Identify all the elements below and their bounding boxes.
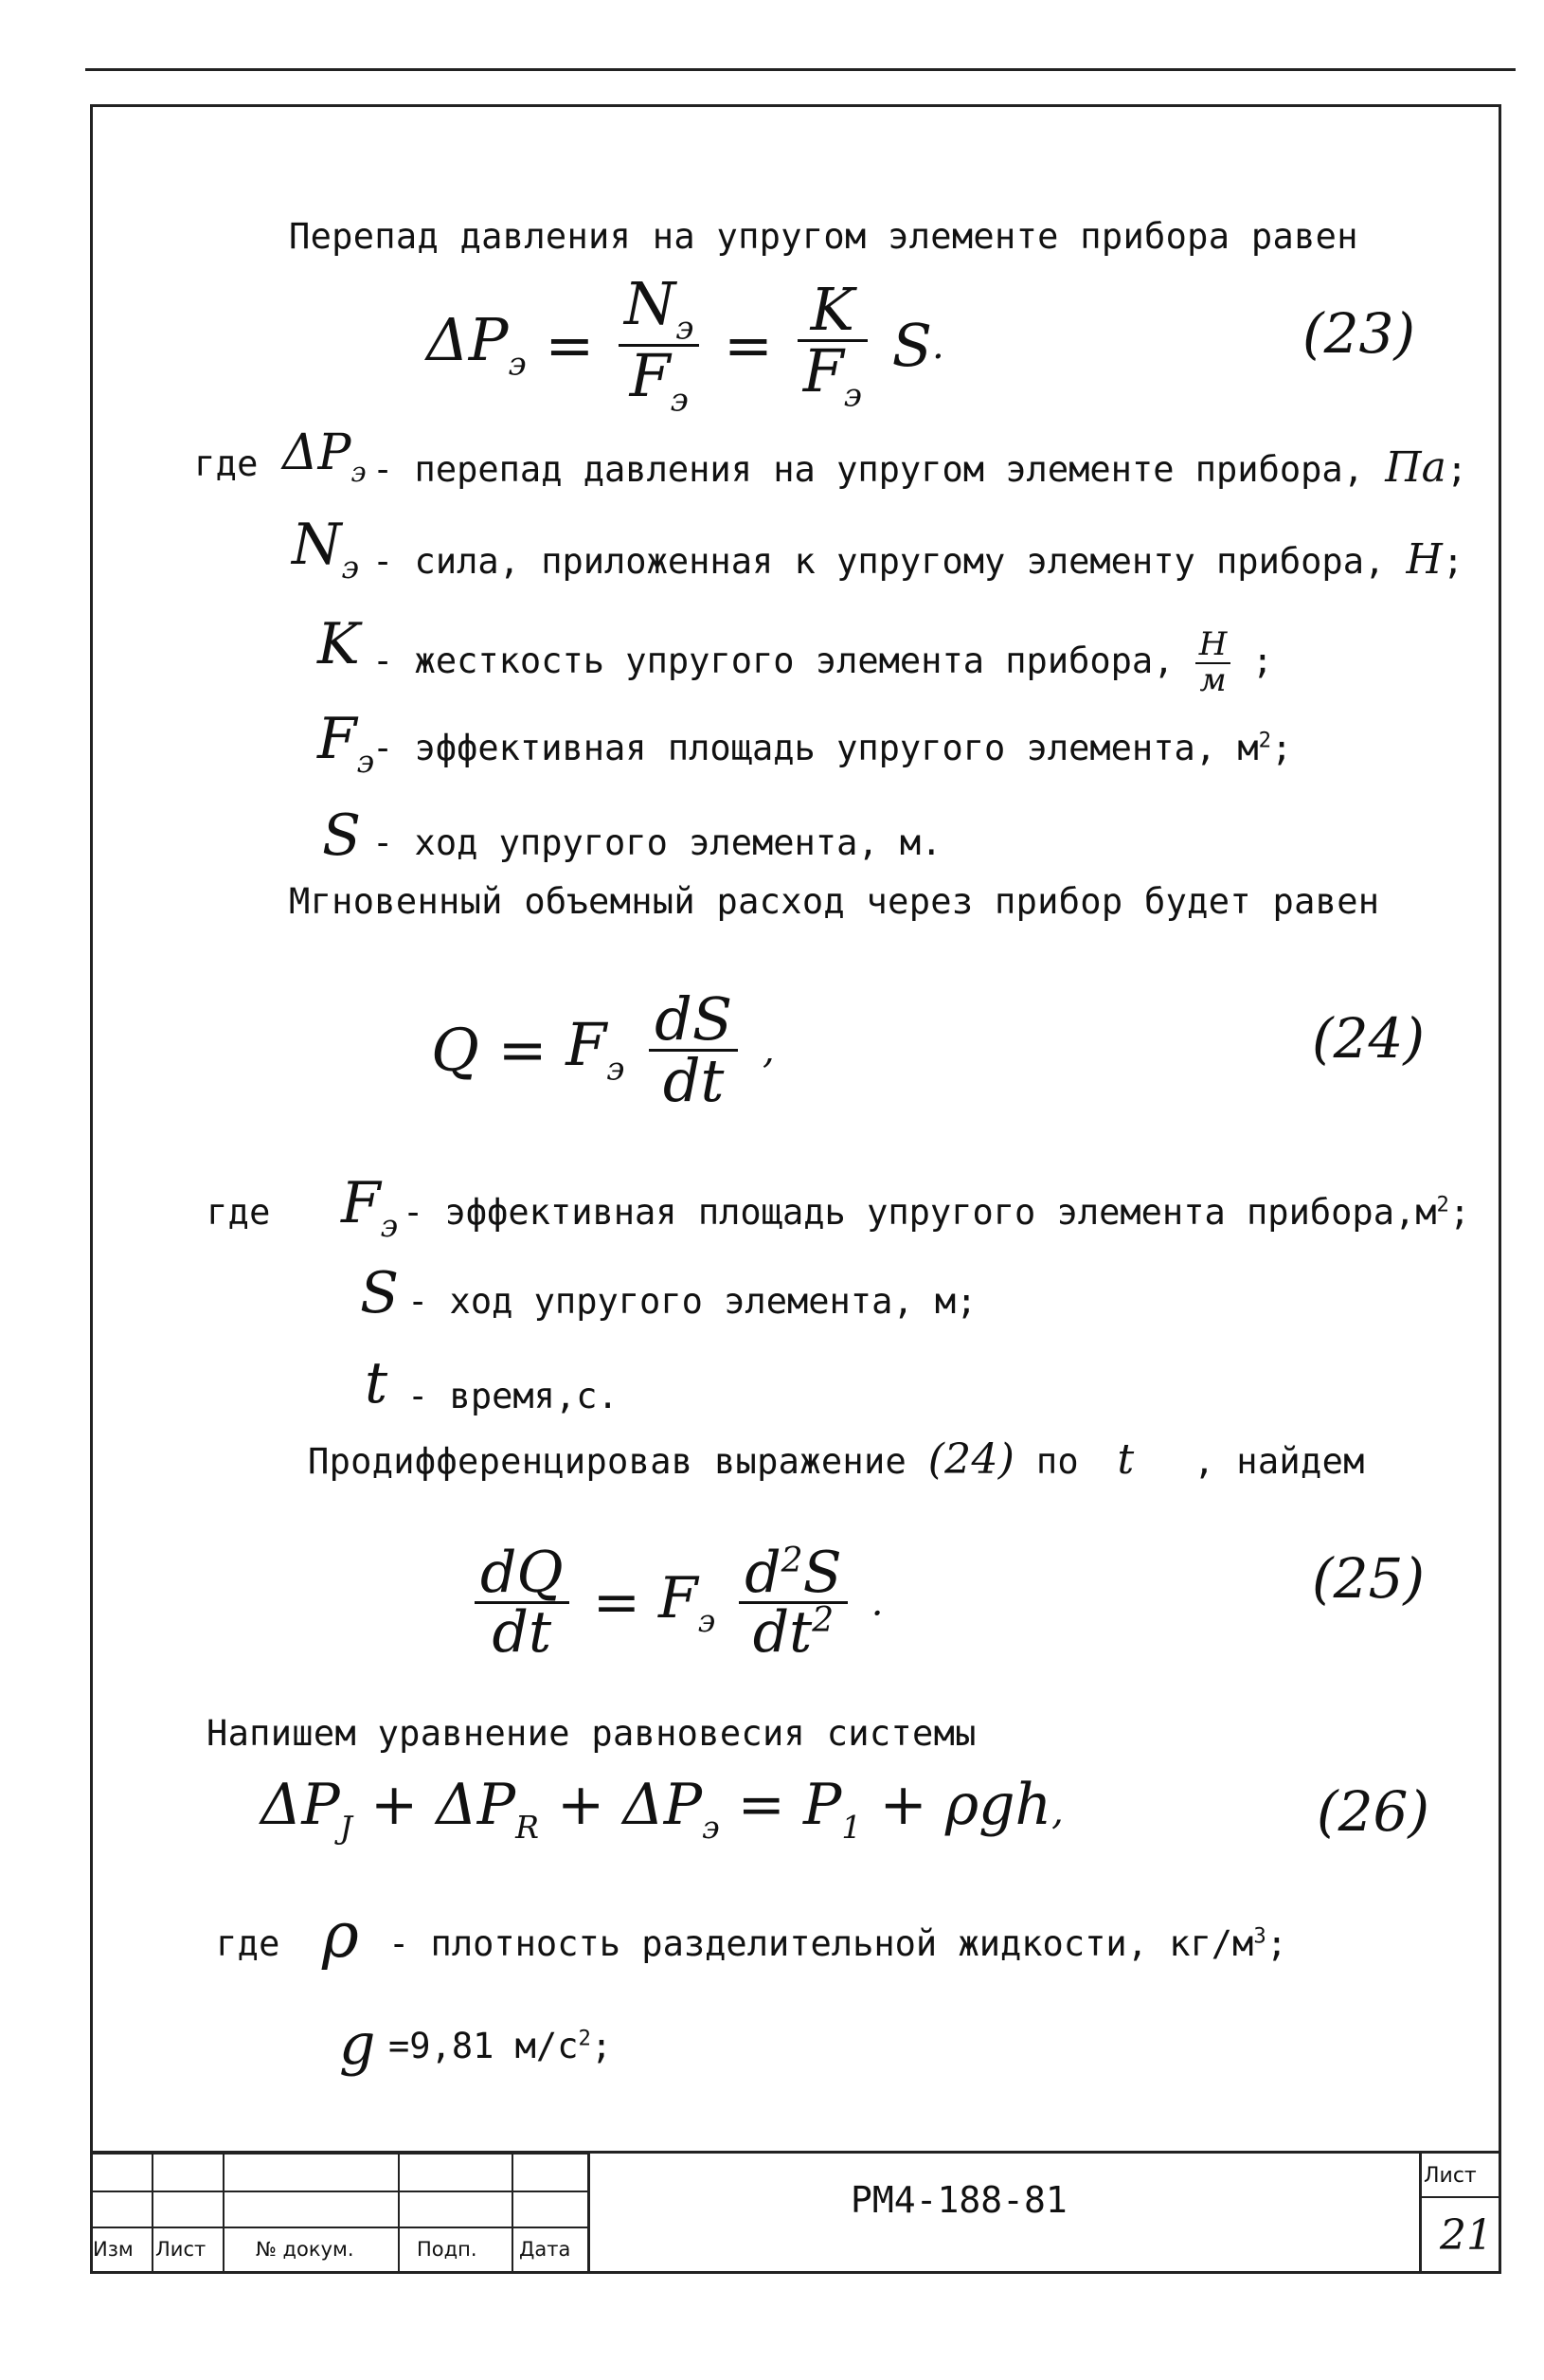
tb-label-izm: Изм <box>93 2238 134 2261</box>
def2-text-f: - эффективная площадь упругого элемента $прибора,м^2$; <box>403 1192 1471 1233</box>
def-symbol-delta-p: $\Delta P_э$ <box>282 424 367 488</box>
equation-number-25: (25) <box>1312 1546 1426 1611</box>
tb-label-list: Лист <box>155 2238 206 2261</box>
def-text-f: - эффективная площадь упругого элемента, $м^2$; <box>372 728 1293 768</box>
def-symbol-n: $N_э$ <box>292 512 359 586</box>
tb-label-doc: № докум. <box>256 2238 354 2261</box>
equation-26: $\Delta P_J + \Delta P_R + \Delta P_э = P_1 + \rho gh$, <box>260 1772 1064 1846</box>
section4-where: где <box>216 1923 280 1964</box>
def-text-s: - ход упругого элемента, м. <box>372 822 943 863</box>
def-symbol-k: K <box>317 611 360 677</box>
sheet-label: Лист <box>1424 2164 1477 2188</box>
def-text-k: - жесткость упругого элемента прибора, Н м ; <box>372 625 1273 699</box>
section3-intro: Продифференцировав выражение (24) по t , найдем <box>308 1435 1365 1484</box>
def-text-n: - сила, приложенная к упругому элементу прибора, Н; <box>372 535 1464 584</box>
tb-label-date: Дата <box>519 2238 571 2261</box>
section4-intro: Напишем уравнение равновесия системы <box>206 1713 977 1754</box>
def4-symbol-rho: ρ <box>322 1899 359 1972</box>
def4-text-rho: - плотность разделительной жидкости, $кг/м^3$; <box>388 1923 1287 1964</box>
def2-text-t: - время,с. <box>407 1376 619 1416</box>
sheet-number: 21 <box>1440 2211 1493 2260</box>
tb-label-sign: Подп. <box>417 2238 477 2261</box>
equation-24: $Q = F_э$ $\frac{dS}{dt}$ , <box>431 984 775 1115</box>
def4-text-g: =9,81 $м/с^2$; <box>388 2026 613 2066</box>
def2-symbol-f: $F_э$ <box>341 1170 399 1244</box>
def-text-delta-p: - перепад давления на упругом элементе прибора, Па; <box>372 443 1468 492</box>
def4-symbol-g: g <box>339 2011 376 2078</box>
def2-symbol-s: S <box>360 1260 400 1326</box>
section1-intro: Перепад давления на упругом элементе прибора равен <box>289 216 1358 257</box>
equation-25: $\frac{dQ}{dt}$ = $F_э$ $\frac{d^2S}{dt^2}$ . <box>469 1544 883 1661</box>
equation-number-26: (26) <box>1317 1779 1430 1844</box>
top-rule <box>85 68 1516 71</box>
section2-intro: Мгновенный объемный расход через прибор будет равен <box>289 881 1380 922</box>
section1-where: где <box>194 443 259 484</box>
def-symbol-s: S <box>322 802 362 869</box>
def2-symbol-t: t <box>365 1350 388 1416</box>
document-code: РМ4-188-81 <box>851 2179 1068 2221</box>
equation-number-23: (23) <box>1302 301 1416 366</box>
def2-text-s: - ход упругого элемента, м; <box>407 1281 978 1322</box>
section2-where: где <box>206 1192 271 1233</box>
equation-23: $\Delta P_э$ = $N_э$ $F_э$ = K $F_э$ S. <box>426 269 944 420</box>
equation-number-24: (24) <box>1312 1006 1426 1071</box>
def-symbol-f: $F_э$ <box>317 706 375 780</box>
